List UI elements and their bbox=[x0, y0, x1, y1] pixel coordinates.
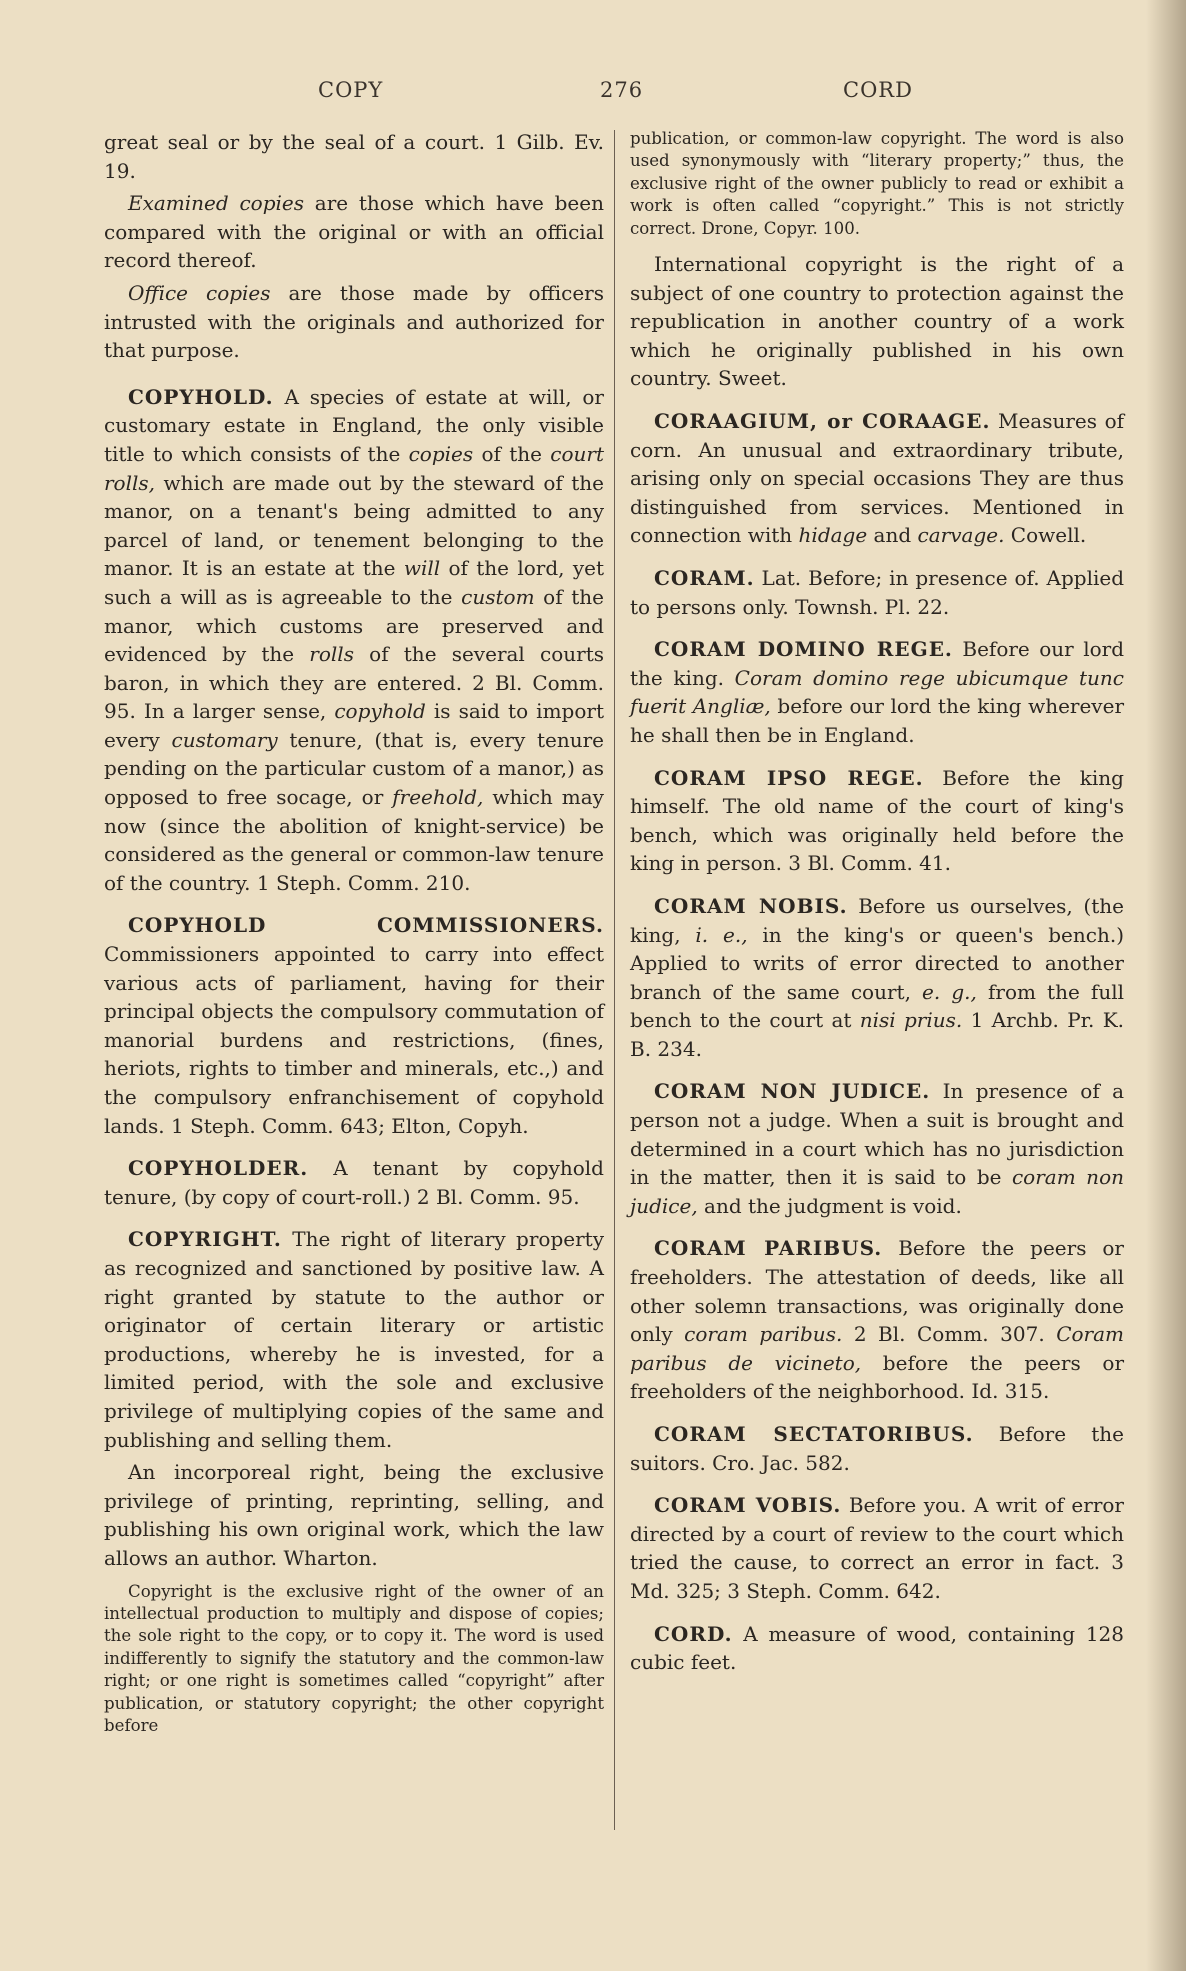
entry-coraagium: CORAAGIUM, or CORAAGE. Measures of corn. An unusual and extraordinary tribute, arising only on special occasions They are thus distinguished from services. Mentioned in connection with hidage and carvage. Cowell. bbox=[630, 409, 1125, 548]
headword: CORAM NON JUDICE. bbox=[654, 1079, 931, 1104]
headword: CORAM NOBIS. bbox=[654, 893, 848, 918]
headword: CORAM SECTATORIBUS. bbox=[654, 1422, 974, 1446]
examined-copies-para: Examined copies are those which have been compared with the original or with an official record thereof. bbox=[104, 191, 604, 273]
entry-coram-paribus: CORAM PARIBUS. Before the peers or freeholders. The attestation of deeds, like all other solemn transactions, was originally done only coram paribus. 2 Bl. Comm. 307. Coram paribus de vicineto, before the peers or freeholders of the neighborhood. Id. 315. bbox=[630, 1236, 1125, 1404]
entry-coram-vobis: CORAM VOBIS. Before you. A writ of error directed by a court of review to the court which tried the cause, to correct an error in fact. 3 Md. 325; 3 Steph. Comm. 642. bbox=[630, 1493, 1124, 1603]
left-column bbox=[104, 128, 604, 1747]
page-number: 276 bbox=[600, 78, 644, 102]
copyright-para-2: An incorporeal right, being the exclusive privilege of printing, reprinting, selling, and publishing his own original work, which the law allows an author. Wharton. bbox=[104, 1460, 604, 1570]
headword: COPYHOLD COMMISSIONERS. bbox=[128, 913, 604, 938]
right-column bbox=[630, 128, 1124, 1691]
headword: COPYHOLD. bbox=[128, 384, 274, 409]
entry-coram-nobis: CORAM NOBIS. Before us ourselves, (the king, i. e., in the king's or queen's bench.) Applied to writs of error directed to another branch of the same court, e. g., from the full bench to the court at nisi prius. 1 Archb. Pr. K. B. 234. bbox=[630, 893, 1124, 1061]
page-edge-shadow bbox=[1146, 0, 1186, 1971]
entry-coram: CORAM. Lat. Before; in presence of. Applied to persons only. Townsh. Pl. 22. bbox=[630, 565, 1124, 619]
entry-copyhold: COPYHOLD. A species of estate at will, or customary estate in England, the only visible title to which consists of the copies of the court rolls, which are made out by the steward of the manor, on a tenant's being admitted to any parcel of land, or tenement belonging to the manor. It is an estate at the will of the lord, yet such a will as is agreeable to the custom of the manor, which customs are preserved and evidenced by the rolls of the several courts baron, in which they are entered. 2 Bl. Comm. 95. In a larger sense, copyhold is said to import every customary tenure, (that is, every tenure pending on the particular custom of a manor,) as opposed to free socage, or freehold, which may now (since the abolition of knight-service) be considered as the general or common-law tenure of the country. 1 Steph. Comm. 210. bbox=[104, 384, 604, 895]
column-divider bbox=[614, 130, 615, 1830]
guide-word-right: CORD bbox=[843, 78, 913, 102]
entry-coram-domino-rege: CORAM DOMINO REGE. Before our lord the king. Coram domino rege ubicumque tunc fuerit Angliæ, before our lord the king wherever he shall then be in England. bbox=[630, 637, 1125, 747]
headword: CORAM VOBIS. bbox=[654, 1493, 842, 1518]
entry-coram-non-judice: CORAM NON JUDICE. In presence of a person not a judge. When a suit is brought and determined in a court which has no jurisdiction in the matter, then it is said to be coram non judice, and the judgment is void. bbox=[630, 1079, 1125, 1218]
running-head bbox=[0, 78, 1186, 108]
entry-copyholder: COPYHOLDER. A tenant by copyhold tenure, (by copy of court-roll.) 2 Bl. Comm. 95. bbox=[104, 1156, 604, 1209]
entry-coram-sectatoribus: CORAM SECTATORIBUS. Before the suitors. Cro. Jac. 582. bbox=[630, 1422, 1124, 1475]
headword: CORAM PARIBUS. bbox=[654, 1236, 883, 1261]
international-copyright-para: International copyright is the right of a subject of one country to protection against the republication in another country of a work which he originally published in his own country. Sweet. bbox=[630, 252, 1124, 391]
headword: COPYRIGHT. bbox=[128, 1227, 282, 1252]
copyright-note: Copyright is the exclusive right of the owner of an intellectual production to multiply and dispose of copies; the sole right to the copy, or to copy it. The word is used indifferently to signify the statutory and the common-law right; or one right is sometimes called “copyright” after publication, or statutory copyright; the other copyright before bbox=[104, 1581, 604, 1735]
guide-word-left: COPY bbox=[318, 78, 384, 102]
headword: COPYHOLDER. bbox=[128, 1156, 309, 1181]
headword: CORAM DOMINO REGE. bbox=[654, 637, 953, 662]
office-copies-para: Office copies are those made by officers intrusted with the originals and authorized for that purpose. bbox=[104, 280, 604, 363]
entry-copyhold-commissioners: COPYHOLD COMMISSIONERS. Commissioners appointed to carry into effect various acts of parliament, having for their principal objects the compulsory commutation of manorial burdens and restrictions, (fines, heriots, rights to timber and minerals, etc.,) and the compulsory enfranchisement of copyhold lands. 1 Steph. Comm. 643; Elton, Copyh. bbox=[104, 913, 604, 1138]
headword: CORAAGIUM, or CORAAGE. bbox=[654, 409, 991, 433]
headword: CORD. bbox=[654, 1621, 733, 1646]
headword: CORAM IPSO REGE. bbox=[654, 765, 924, 790]
entry-copyright: COPYRIGHT. The right of literary property as recognized and sanctioned by positive law. A right granted by statute to the author or originator of certain literary or artistic productions, whereby he is invested, for a limited period, with the sole and exclusive privilege of multiplying copies of the same and publishing and selling them. bbox=[104, 1227, 604, 1452]
entry-coram-ipso-rege: CORAM IPSO REGE. Before the king himself. The old name of the court of king's bench, which was originally held before the king in person. 3 Bl. Comm. 41. bbox=[630, 765, 1124, 876]
copyright-note-continuation: publication, or common-law copyright. The word is also used synonymously with “literary property;” thus, the exclusive right of the owner publicly to read or exhibit a work is often called “copyright.” This is not strictly correct. Drone, Copyr. 100. bbox=[630, 129, 1124, 238]
entry-cord: CORD. A measure of wood, containing 128 cubic feet. bbox=[630, 1621, 1124, 1675]
headword: CORAM. bbox=[654, 565, 755, 590]
entry-continuation: great seal or by the seal of a court. 1 Gilb. Ev. 19. bbox=[104, 130, 604, 183]
